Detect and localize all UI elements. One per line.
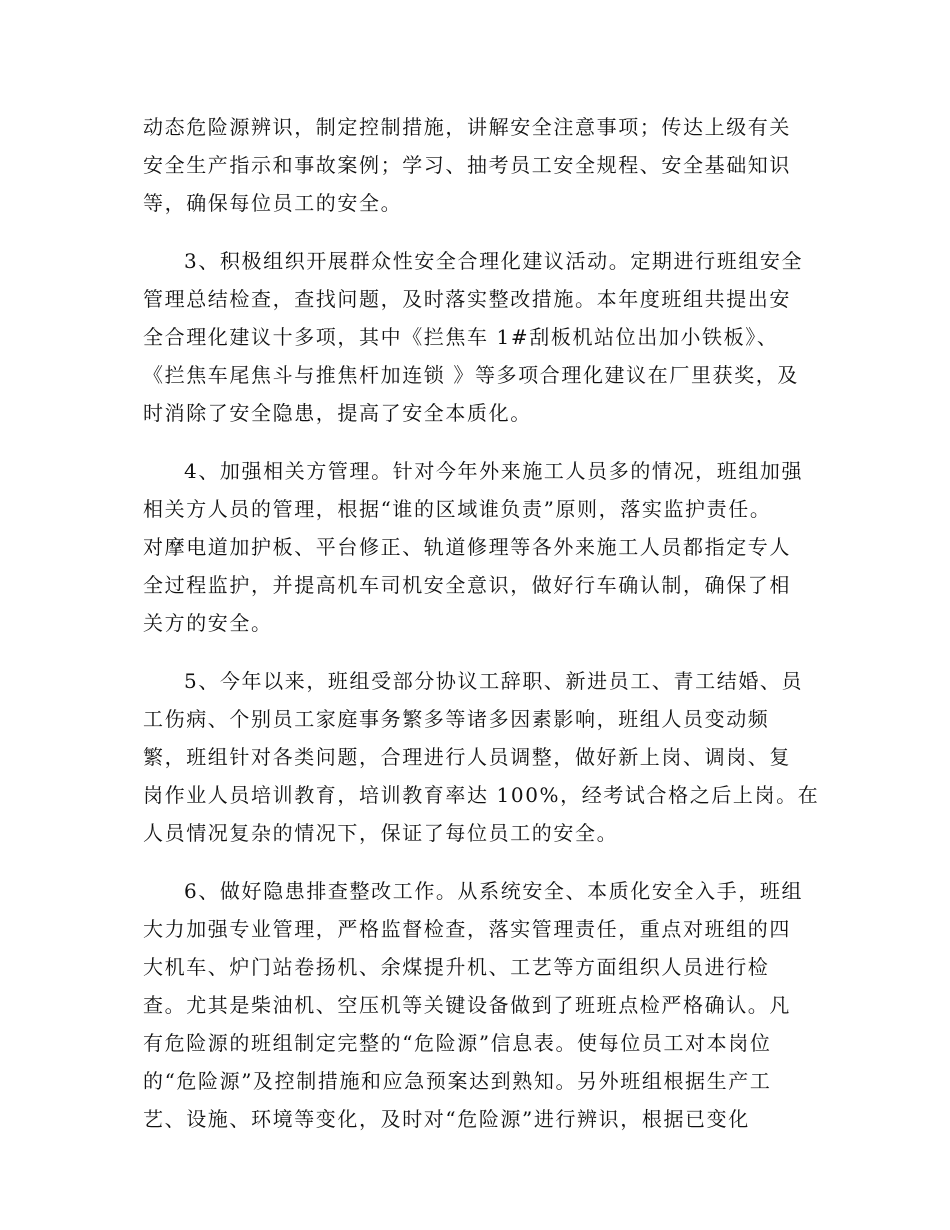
text-line: 艺、设施、环境等变化，及时对“危险源”进行辨识，根据已变化 bbox=[143, 1107, 750, 1131]
text-line: 管理总结检查，查找问题，及时落实整改措施。本年度班组共提出安 bbox=[143, 287, 791, 311]
text-line: 大机车、炉门站卷扬机、余煤提升机、工艺等方面组织人员进行检 bbox=[143, 955, 770, 979]
text-line: 人员情况复杂的情况下，保证了每位员工的安全。 bbox=[143, 821, 619, 845]
text-line: 全过程监护，并提高机车司机安全意识，做好行车确认制，确保了相 bbox=[143, 573, 791, 597]
text-line: 动态危险源辨识，制定控制措施，讲解安全注意事项；传达上级有关 bbox=[143, 115, 791, 139]
text-line: 等，确保每位员工的安全。 bbox=[143, 191, 403, 215]
text-line: 查。尤其是柴油机、空压机等关键设备做到了班班点检严格确认。凡 bbox=[143, 993, 791, 1017]
text-line: 关方的安全。 bbox=[143, 611, 273, 635]
paragraph-continuation bbox=[143, 108, 811, 222]
paragraph-item-6 bbox=[143, 872, 811, 1138]
text-line: 《拦焦车尾焦斗与推焦杆加连锁 》等多项合理化建议在厂里获奖，及 bbox=[143, 363, 799, 387]
paragraph-item-5 bbox=[143, 662, 820, 852]
text-line: 繁，班组针对各类问题，合理进行人员调整，做好新上岗、调岗、复 bbox=[143, 745, 791, 769]
text-line: 相关方人员的管理，根据“谁的区域谁负责”原则，落实监护责任。 bbox=[143, 497, 772, 521]
text-line: 工伤病、个别员工家庭事务繁多等诸多因素影响，班组人员变动频 bbox=[143, 707, 770, 731]
text-line: 对摩电道加护板、平台修正、轨道修理等各外来施工人员都指定专人 bbox=[143, 535, 791, 559]
paragraph-item-4 bbox=[143, 452, 811, 642]
text-line: 时消除了安全隐患，提高了安全本质化。 bbox=[143, 401, 532, 425]
document-body bbox=[143, 108, 820, 1158]
text-line: 大力加强专业管理，严格监督检查，落实管理责任，重点对班组的四 bbox=[143, 917, 791, 941]
text-line: 安全生产指示和事故案例；学习、抽考员工安全规程、安全基础知识 bbox=[143, 153, 791, 177]
text-line: 的“危险源”及控制措施和应急预案达到熟知。另外班组根据生产工 bbox=[143, 1069, 772, 1093]
text-line: 全合理化建议十多项，其中《拦焦车 1#刮板机站位出加小铁板》、 bbox=[143, 325, 779, 349]
text-line: 岗作业人员培训教育，培训教育率达 100%，经考试合格之后上岗。在 bbox=[143, 783, 820, 807]
paragraph-item-3 bbox=[143, 242, 811, 432]
text-line: 3、积极组织开展群众性安全合理化建议活动。定期进行班组安全 bbox=[184, 249, 804, 273]
text-line: 5、今年以来，班组受部分协议工辞职、新进员工、青工结婚、员 bbox=[184, 669, 804, 693]
text-line: 有危险源的班组制定完整的“危险源”信息表。使每位员工对本岗位 bbox=[143, 1031, 772, 1055]
text-line: 4、加强相关方管理。针对今年外来施工人员多的情况，班组加强 bbox=[184, 459, 804, 483]
text-line: 6、做好隐患排查整改工作。从系统安全、本质化安全入手，班组 bbox=[184, 879, 804, 903]
